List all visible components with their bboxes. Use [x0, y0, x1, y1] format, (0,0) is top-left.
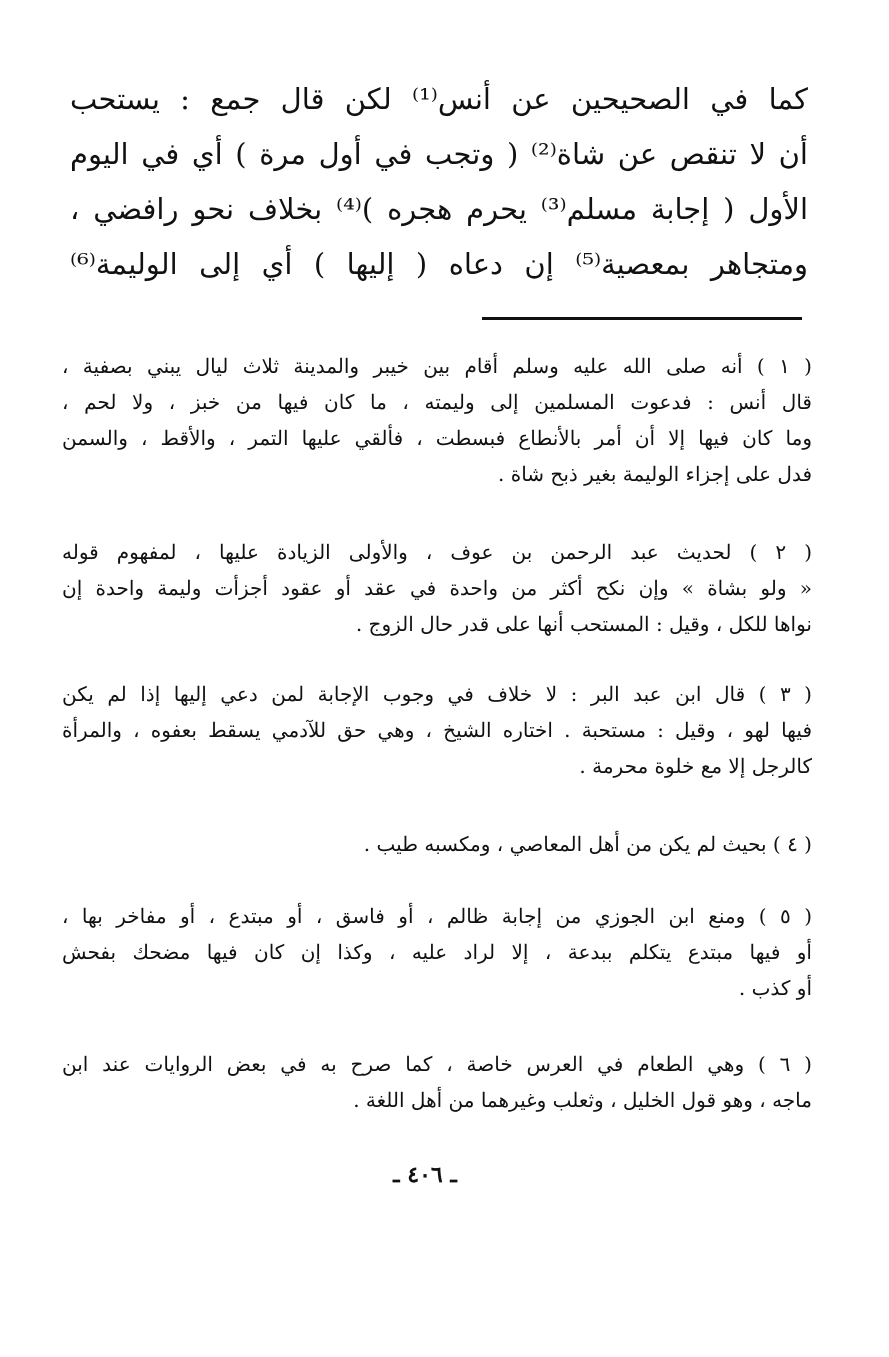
main-text-line: الأول ( إجابة مسلم⁽³⁾ يحرم هجره )⁽⁴⁾ بخلاف نحو رافضي ، [70, 192, 809, 226]
main-text-line: أن لا تنقص عن شاة⁽²⁾ ( وتجب في أول مرة ) أي في اليوم [70, 137, 808, 171]
footnote-separator-rule [482, 317, 802, 320]
footnote-line: أو فيها مبتدع يتكلم ببدعة ، إلا لراد عليه ، وكذا إن كان فيها مضحك بفحش [62, 940, 812, 964]
footnote-line: فيها لهو ، وقيل : مستحبة . اختاره الشيخ ، وهي حق للآدمي يسقط بعفوه ، والمرأة [62, 718, 812, 742]
main-text-line: ومتجاهر بمعصية⁽⁵⁾ إن دعاه ( إليها ) أي إلى الوليمة⁽⁶⁾ [70, 247, 808, 281]
footnote-1 [62, 348, 812, 492]
footnote-line: ( ٥ ) ومنع ابن الجوزي من إجابة ظالم ، أو فاسق ، أو مبتدع ، أو مفاخر بها ، [62, 904, 812, 928]
main-text-line: كما في الصحيحين عن أنس⁽¹⁾ لكن قال جمع : يستحب [70, 82, 808, 116]
footnote-3 [62, 676, 812, 784]
footnote-line: أو كذب . [738, 976, 812, 1000]
footnote-line: ( ١ ) أنه صلى الله عليه وسلم أقام بين خيبر والمدينة ثلاث ليال يبني بصفية ، [62, 354, 812, 378]
footnote-5 [62, 898, 812, 1006]
footnote-line: ( ٦ ) وهي الطعام في العرس خاصة ، كما صرح به في بعض الروايات عند ابن [62, 1052, 812, 1076]
footnote-6 [62, 1046, 812, 1118]
footnote-line: قال أنس : فدعوت المسلمين إلى وليمته ، ما كان فيها من خبز ، ولا لحم ، [62, 390, 812, 414]
footnote-line: ماجه ، وهو قول الخليل ، وثعلب وغيرهما من أهل اللغة . [353, 1088, 812, 1112]
footnote-2 [62, 534, 812, 642]
footnote-line: « ولو بشاة » وإن نكح أكثر من واحدة في عقد أو عقود أجزأت وليمة واحدة إن [62, 576, 812, 600]
footnote-line: نواها للكل ، وقيل : المستحب أنها على قدر حال الزوج . [355, 612, 812, 636]
footnote-line: كالرجل إلا مع خلوة محرمة . [579, 754, 812, 778]
footnote-line: ( ٢ ) لحديث عبد الرحمن بن عوف ، والأولى الزيادة عليها ، لمفهوم قوله [62, 540, 812, 564]
footnote-line: ( ٣ ) قال ابن عبد البر : لا خلاف في وجوب الإجابة لمن دعي إليها إذا لم يكن [62, 682, 812, 706]
page-number: ـ ٤٠٦ ـ [393, 1162, 457, 1188]
footnote-4 [62, 826, 812, 862]
footnote-line: فدل على إجزاء الوليمة بغير ذبح شاة . [498, 462, 812, 486]
footnote-line: ( ٤ ) بحيث لم يكن من أهل المعاصي ، ومكسبه طيب . [363, 832, 812, 856]
footnote-line: وما كان فيها إلا أن أمر بالأنطاع فبسطت ، فألقي عليها التمر ، والأقط ، والسمن [62, 426, 812, 450]
main-text-block [70, 72, 808, 292]
